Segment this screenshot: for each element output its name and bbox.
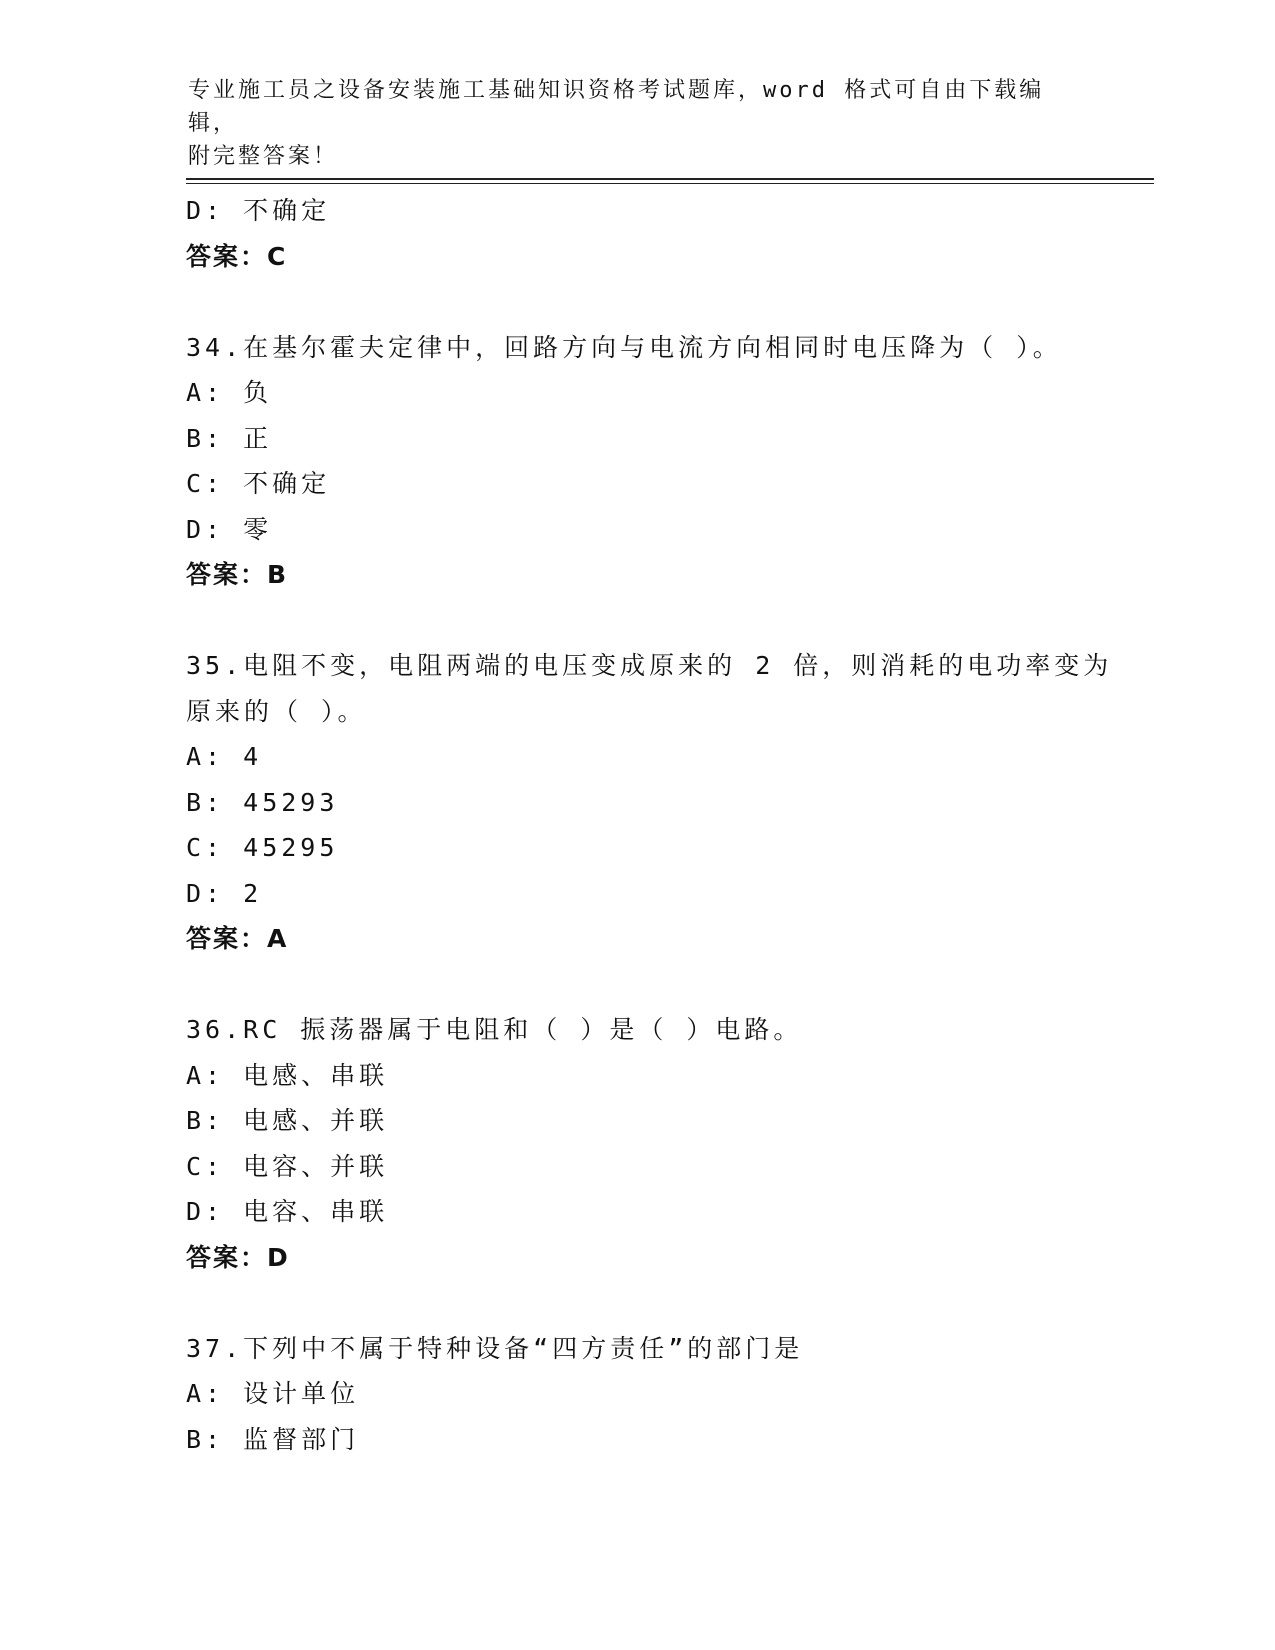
prev-option-d: D: 不确定 (186, 196, 331, 225)
option-a: A: 负 (186, 378, 273, 407)
header-line-1: 专业施工员之设备安装施工基础知识资格考试题库，word 格式可自由下载编辑， (188, 78, 1045, 136)
header-line-2: 附完整答案！ (188, 144, 339, 169)
question-stem: 37.下列中不属于特种设备“四方责任”的部门是 (186, 1333, 804, 1363)
option-a: A: 电感、串联 (186, 1060, 389, 1090)
question-stem: 34.在基尔霍夫定律中，回路方向与电流方向相同时电压降为（ ）。 (186, 332, 1062, 362)
header-divider-thin (186, 183, 1154, 184)
question-34 (186, 325, 1086, 598)
option-a: A: 设计单位 (186, 1379, 360, 1408)
spacer (186, 279, 1086, 325)
header-divider-thick (186, 178, 1154, 180)
spacer (186, 598, 1086, 644)
spacer (186, 1280, 1086, 1326)
question-36 (186, 1007, 1086, 1280)
spacer (186, 962, 1086, 1008)
option-a: A: 4 (186, 742, 263, 771)
question-content (186, 188, 1113, 1462)
answer: 答案：B (186, 560, 289, 589)
option-c: C: 电容、并联 (186, 1151, 389, 1181)
question-stem-line-2: 原来的（ ）。 (186, 696, 367, 726)
option-d: D: 2 (186, 878, 263, 908)
option-d: D: 零 (186, 514, 273, 544)
option-b: B: 45293 (186, 787, 339, 817)
option-b: B: 正 (186, 423, 273, 453)
option-b: B: 监督部门 (186, 1424, 360, 1454)
question-37 (186, 1326, 1086, 1463)
answer: 答案：A (186, 924, 289, 953)
answer: 答案：D (186, 1242, 290, 1272)
prev-answer: 答案：C (186, 241, 288, 271)
question-stem: 36.RC 振荡器属于电阻和（ ）是（ ）电路。 (186, 1015, 803, 1044)
option-b: B: 电感、并联 (186, 1106, 389, 1135)
option-d: D: 电容、串联 (186, 1197, 389, 1226)
option-c: C: 45295 (186, 833, 339, 862)
document-header (188, 74, 1088, 173)
option-c: C: 不确定 (186, 469, 331, 498)
question-35 (186, 643, 1113, 962)
question-stem-line-1: 35.电阻不变，电阻两端的电压变成原来的 2 倍，则消耗的电功率变为 (186, 651, 1113, 680)
